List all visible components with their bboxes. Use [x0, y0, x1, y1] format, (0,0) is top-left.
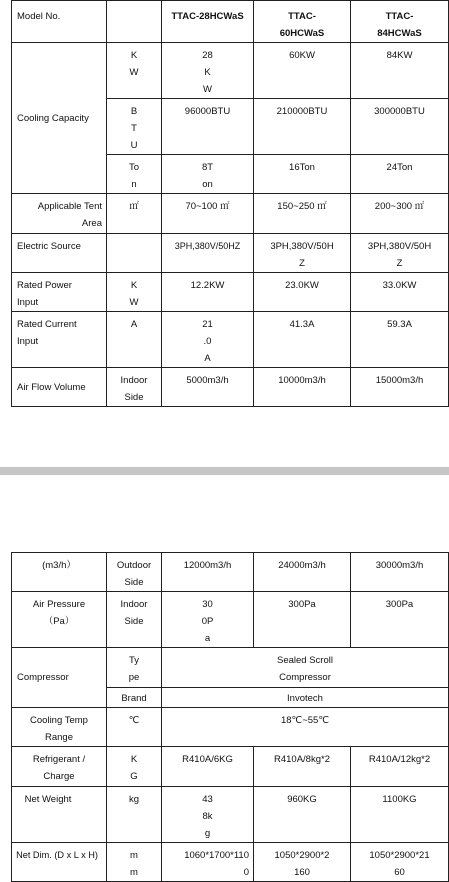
table-row	[12, 194, 449, 234]
cooling-temp-label: Cooling Temp Range	[12, 708, 107, 747]
value-cell: 16Ton	[254, 155, 351, 194]
value-cell: 200~300 ㎡	[351, 194, 449, 234]
value-cell: 23.0KW	[254, 273, 351, 312]
cooling-temp-value: 18℃~55℃	[162, 708, 449, 747]
table-row	[12, 312, 449, 368]
unit-cell-kw: KW	[107, 43, 162, 99]
spec-table-page1	[11, 0, 449, 407]
page-divider	[0, 467, 449, 475]
unit-cell-celsius: ℃	[107, 708, 162, 747]
value-cell: 28 K W	[162, 43, 254, 99]
value-cell: 3PH,380V/50H Z	[351, 234, 449, 273]
air-flow-label: Air Flow Volume	[12, 368, 107, 407]
value-cell: 33.0KW	[351, 273, 449, 312]
value-cell: 300Pa	[351, 592, 449, 648]
value-cell: 5000m3/h	[162, 368, 254, 407]
table-row	[12, 648, 449, 688]
unit-cell-indoor: Indoor Side	[107, 368, 162, 407]
table-row	[12, 708, 449, 747]
value-cell: 960KG	[254, 787, 351, 843]
table-row	[12, 43, 449, 99]
compressor-type-value: Sealed Scroll Compressor	[162, 648, 449, 688]
model-header-60: TTAC- 60HCWaS	[254, 1, 351, 43]
unit-cell-ton: Ton	[107, 155, 162, 194]
value-cell: 24Ton	[351, 155, 449, 194]
value-cell: 210000BTU	[254, 99, 351, 155]
table-row	[12, 843, 449, 882]
value-cell: 12000m3/h	[162, 553, 254, 592]
table-row	[12, 273, 449, 312]
value-cell: 70~100 ㎡	[162, 194, 254, 234]
table-row	[12, 234, 449, 273]
value-cell: 8T on	[162, 155, 254, 194]
value-cell: 3PH,380V/50HZ	[162, 234, 254, 273]
unit-cell-kg: kg	[107, 787, 162, 843]
value-cell: 12.2KW	[162, 273, 254, 312]
rated-power-label: Rated Power Input	[12, 273, 107, 312]
value-cell: 96000BTU	[162, 99, 254, 155]
unit-cell-sqm: ㎡	[107, 194, 162, 234]
unit-cell-kg: K G	[107, 747, 162, 787]
value-cell: 24000m3/h	[254, 553, 351, 592]
unit-cell-btu: BTU	[107, 99, 162, 155]
value-cell: 15000m3/h	[351, 368, 449, 407]
model-header-28: TTAC-28HCWaS	[162, 1, 254, 43]
unit-cell-mm: m m	[107, 843, 162, 882]
value-cell: R410A/6KG	[162, 747, 254, 787]
net-dim-label: Net Dim. (D x L x H)	[12, 843, 107, 882]
value-cell: 1060*1700*110 0	[162, 843, 254, 882]
value-cell: R410A/8kg*2	[254, 747, 351, 787]
value-cell: R410A/12kg*2	[351, 747, 449, 787]
unit-cell-outdoor: Outdoor Side	[107, 553, 162, 592]
unit-cell-a: A	[107, 312, 162, 368]
value-cell: 84KW	[351, 43, 449, 99]
value-cell: 1050*2900*21 60	[351, 843, 449, 882]
unit-header-cell	[107, 1, 162, 43]
value-cell: 60KW	[254, 43, 351, 99]
rated-current-label: Rated Current Input	[12, 312, 107, 368]
value-cell: 30000m3/h	[351, 553, 449, 592]
value-cell: 59.3A	[351, 312, 449, 368]
value-cell: 1050*2900*2 160	[254, 843, 351, 882]
value-cell: 3PH,380V/50H Z	[254, 234, 351, 273]
table-row	[12, 553, 449, 592]
cooling-capacity-label: Cooling Capacity	[12, 43, 107, 194]
table-row	[12, 592, 449, 648]
unit-cell-empty	[107, 234, 162, 273]
value-cell: 43 8k g	[162, 787, 254, 843]
table-header-row	[12, 1, 449, 43]
model-header-84: TTAC- 84HCWaS	[351, 1, 449, 43]
value-cell: 41.3A	[254, 312, 351, 368]
net-weight-label: Net Weight	[12, 787, 107, 843]
air-pressure-label: Air Pressure （Pa）	[12, 592, 107, 648]
value-cell: 30 0P a	[162, 592, 254, 648]
unit-cell-type: Ty pe	[107, 648, 162, 688]
electric-source-label: Electric Source	[12, 234, 107, 273]
spec-table-page2	[11, 552, 449, 882]
unit-cell-indoor: Indoor Side	[107, 592, 162, 648]
refrigerant-label: Refrigerant / Charge	[12, 747, 107, 787]
unit-cell-kw: KW	[107, 273, 162, 312]
value-cell: 300000BTU	[351, 99, 449, 155]
value-cell: 10000m3/h	[254, 368, 351, 407]
value-cell: 300Pa	[254, 592, 351, 648]
airflow-unit-label: (m3/h）	[12, 553, 107, 592]
compressor-brand-value: Invotech	[162, 688, 449, 708]
value-cell: 150~250 ㎡	[254, 194, 351, 234]
tent-area-label: Applicable Tent Area	[12, 194, 107, 234]
table-row	[12, 747, 449, 787]
value-cell: 21 .0 A	[162, 312, 254, 368]
model-number-label: Model No.	[12, 1, 107, 43]
table-row	[12, 787, 449, 843]
compressor-label: Compressor	[12, 648, 107, 708]
value-cell: 1100KG	[351, 787, 449, 843]
table-row	[12, 368, 449, 407]
unit-cell-brand: Brand	[107, 688, 162, 708]
